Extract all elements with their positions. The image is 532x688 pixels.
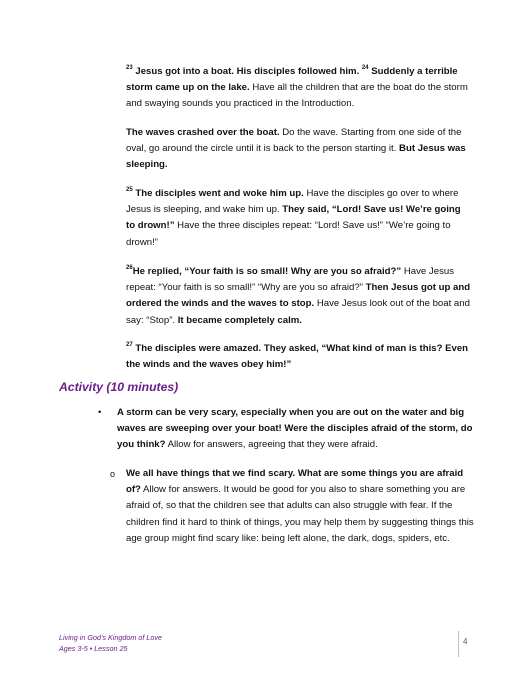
page-number: 4 [463,637,468,646]
instruction-text: Have Jesus repeat: “Your faith is so small!” “Why are you so afraid?” [126,266,454,294]
paragraph-verse-23-24 [126,64,471,113]
verse-text: But Jesus was sleeping. [126,143,466,171]
paragraph-verse-26 [126,264,471,329]
instruction-text: Have the three disciples repeat: “Lord! Save us!” “We’re going to drown!” [126,220,451,248]
sub-bullet-icon: o [110,469,116,479]
instruction-text: Have all the children that are the boat do the storm and swaying sounds you practiced in the Introduction. [126,82,468,110]
bullet-icon: • [98,407,102,418]
instruction-text: Do the wave. Starting from one side of the oval, go around the circle until it is back to the person starting it. [126,127,462,155]
paragraph-wave [126,125,471,174]
footer-subtitle: Ages 3-5 • Lesson 25 [59,643,128,653]
footer-title: Living in God’s Kingdom of Love [59,633,162,642]
paragraph-verse-25 [126,186,471,251]
footer-divider [458,631,459,657]
verse-text: Then Jesus got up and ordered the winds and the waves to stop. [126,282,471,310]
instruction-text: Have the disciples go over to where Jesus is sleeping, and wake him up. [126,188,459,216]
activity-item-2 [126,466,476,547]
verse-number: 27 [126,341,133,348]
verse-text: He replied, “Your faith is so small! Why are you so afraid?” [132,266,402,277]
question-text: A storm can be very scary, especially when you are out on the water and big waves are sweeping over your boat! Were the disciples afraid of the storm, do you think? [117,407,473,451]
activity-item-1 [117,405,477,454]
verse-number: 24 [361,64,369,71]
footer [59,633,162,654]
verse-number: 25 [126,186,133,193]
verse-text: Suddenly a terrible storm came up on the lake. [126,66,458,94]
verse-text: The waves crashed over the boat. [126,127,280,138]
verse-text: The disciples were amazed. They asked, “What kind of man is this? Even the winds and the waves obey him!” [126,343,469,371]
verse-text: Jesus got into a boat. His disciples followed him. [132,66,362,77]
verse-text: It became completely calm. [177,314,302,326]
verse-number: 26 [126,264,133,271]
verse-text: They said, “Lord! Save us! We’re going to drown!” [126,204,461,232]
instruction-text: Allow for answers. It would be good for you also to share something you are afraid of, so that the children see that adults can also struggle with fear. If the children find it hard to think of things, you may help them by suggesting things this age group might find scary like: being left alone, the dark, dogs, spiders, etc. [126,484,474,544]
paragraph-verse-27 [126,341,471,373]
instruction-text: Allow for answers, agreeing that they were afraid. [165,439,378,451]
verse-text: The disciples went and woke him up. [132,188,304,199]
activity-heading: Activity (10 minutes) [59,380,179,394]
question-text: We all have things that we find scary. What are some things you are afraid of? [126,468,464,496]
verse-number: 23 [126,64,133,71]
instruction-text: Have Jesus look out of the boat and say: “Stop”. [126,298,470,326]
